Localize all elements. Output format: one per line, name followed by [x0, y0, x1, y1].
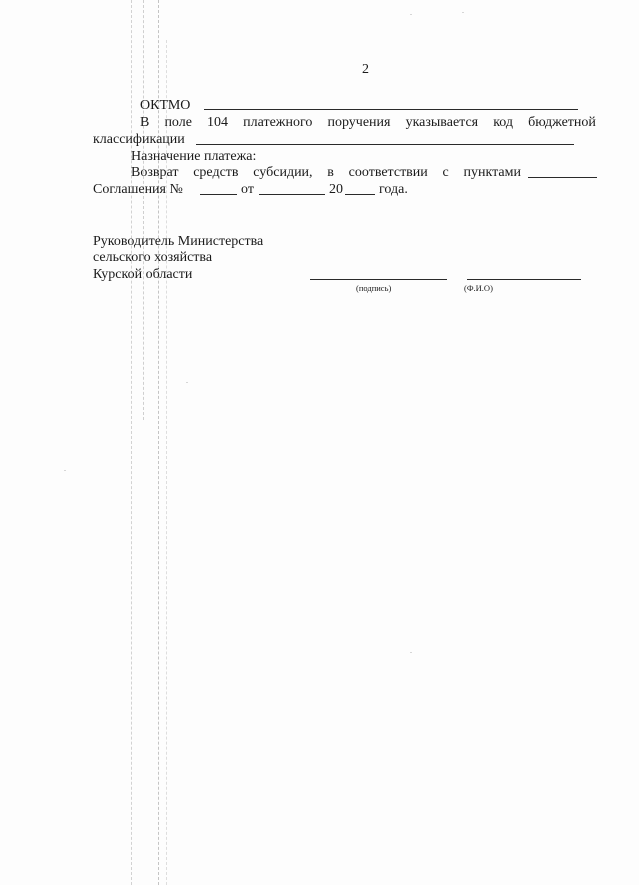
signatory-line-1: Руководитель Министерства [93, 234, 264, 249]
name-caption: (Ф.И.О) [464, 283, 493, 293]
agreement-date-blank [259, 194, 325, 195]
scan-artifact-dot [462, 12, 464, 13]
word: платежного [243, 115, 313, 130]
name-blank-line [467, 279, 581, 280]
year-blank [345, 194, 375, 195]
scan-artifact-dot [186, 382, 188, 383]
oktmo-label: ОКТМО [140, 98, 191, 113]
scan-artifact-dot [410, 14, 412, 15]
word: субсидии, [253, 165, 313, 180]
payment-purpose-label: Назначение платежа: [131, 149, 257, 164]
scan-artifact-dot [64, 470, 66, 471]
word: код [493, 115, 514, 130]
from-label: от [241, 182, 254, 197]
classification-label: классификации [93, 132, 185, 147]
scan-artifact-dot [410, 652, 412, 653]
word: бюджетной [528, 115, 596, 130]
signature-blank-line [310, 279, 447, 280]
word: с [442, 165, 449, 180]
oktmo-blank-line [204, 109, 578, 110]
clauses-blank-line [528, 177, 597, 178]
word: 104 [207, 115, 229, 130]
word: поручения [327, 115, 391, 130]
signatory-line-2: сельского хозяйства [93, 250, 213, 265]
year-prefix: 20 [329, 182, 343, 197]
signatory-line-3: Курской области [93, 267, 193, 282]
word: пунктами [463, 165, 521, 180]
word: поле [164, 115, 192, 130]
page-number: 2 [362, 62, 369, 77]
scan-artifact-line [143, 0, 144, 420]
year-suffix: года. [379, 182, 408, 197]
classification-blank-line [196, 144, 574, 145]
agreement-number-blank [200, 194, 237, 195]
word: в [327, 165, 334, 180]
word: указывается [405, 115, 479, 130]
agreement-label: Соглашения № [93, 182, 183, 197]
word: В [140, 115, 150, 130]
refund-line-1 [131, 165, 521, 181]
word: Возврат [131, 165, 179, 180]
word: соответствии [348, 165, 428, 180]
field-104-line-1 [140, 115, 596, 131]
signature-caption: (подпись) [356, 283, 392, 293]
word: средств [193, 165, 239, 180]
